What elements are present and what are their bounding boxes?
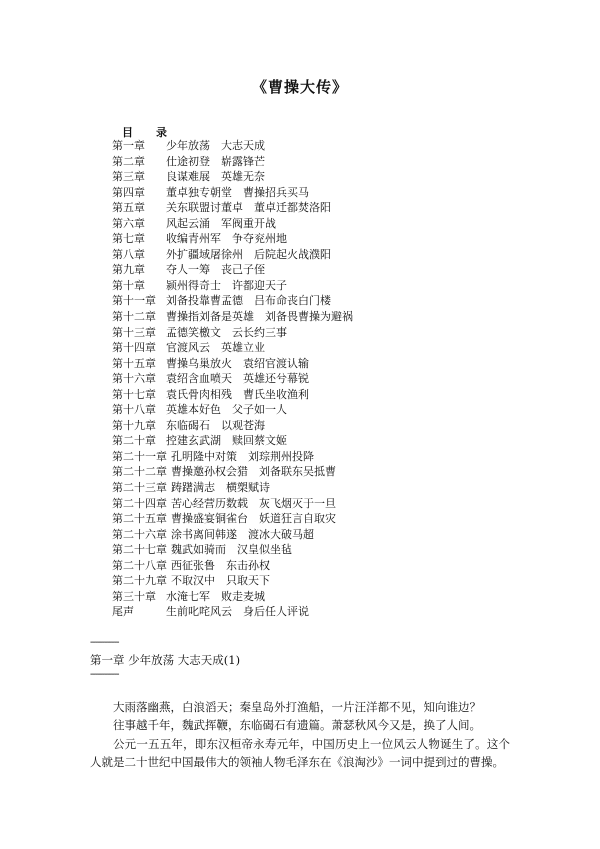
divider-bottom: ------------ — [90, 669, 119, 680]
toc-item[interactable] — [112, 169, 353, 185]
toc-item[interactable] — [112, 542, 353, 558]
toc-item[interactable] — [112, 309, 353, 325]
toc-item[interactable] — [112, 138, 353, 154]
toc-item[interactable] — [112, 325, 353, 341]
toc-item[interactable] — [112, 387, 353, 403]
toc-chapter-title: 东临碣石 以观苍海 — [166, 418, 265, 432]
body-paragraph: 往事越千年，魏武挥鞭，东临碣石有遗篇。萧瑟秋风今又是，换了人间。 — [113, 718, 481, 733]
toc-chapter-title: 曹操乌巢放火 袁绍官渡认输 — [166, 356, 309, 370]
divider-top: ------------ — [90, 637, 119, 648]
toc-chapter-number: 第五章 — [112, 201, 145, 215]
toc-chapter-title: 控建玄武湖 赎回蔡文姬 — [166, 434, 287, 448]
toc-chapter-number: 第二十九章 — [112, 574, 167, 588]
toc-item[interactable] — [112, 527, 353, 543]
toc-chapter-title: 颍州得奇士 许都迎天子 — [166, 278, 287, 292]
toc-item[interactable] — [112, 573, 353, 589]
toc-item[interactable] — [112, 496, 353, 512]
toc-chapter-title: 曹操指刘备是英雄 刘备畏曹操为避祸 — [166, 310, 353, 324]
toc-chapter-title: 踌躇满志 横槊赋诗 — [171, 481, 270, 495]
toc-item[interactable] — [112, 185, 353, 201]
toc-chapter-number: 第二十一章 — [112, 449, 167, 463]
toc-item[interactable] — [112, 371, 353, 387]
toc-chapter-number: 第四章 — [112, 185, 145, 199]
toc-chapter-number: 第二十六章 — [112, 527, 167, 541]
toc-item[interactable] — [112, 589, 353, 605]
toc-item[interactable] — [112, 231, 353, 247]
toc-heading: 目 录 — [122, 126, 173, 139]
toc-chapter-title: 袁绍含血喷天 英雄还兮幕锐 — [166, 372, 309, 386]
chapter-body — [90, 698, 510, 771]
toc-chapter-title: 生前叱咤风云 身后任人评说 — [166, 605, 309, 619]
toc-item[interactable] — [112, 464, 353, 480]
toc-chapter-number: 第八章 — [112, 247, 145, 261]
toc-item[interactable] — [112, 154, 353, 170]
toc-chapter-number: 第十二章 — [112, 310, 156, 324]
toc-chapter-number: 第十三章 — [112, 325, 156, 339]
toc-chapter-title: 夺人一筹 丧己子侄 — [166, 263, 265, 277]
toc-item[interactable] — [112, 449, 353, 465]
toc-chapter-title: 袁氏骨肉相残 曹氏坐收渔利 — [166, 387, 309, 401]
toc-chapter-number: 第十章 — [112, 278, 145, 292]
toc-chapter-number: 第十六章 — [112, 372, 156, 386]
toc-chapter-title: 刘备投靠曹孟德 吕布命丧白门楼 — [166, 294, 331, 308]
toc-chapter-title: 董卓独专朝堂 曹操招兵买马 — [166, 185, 309, 199]
toc-item[interactable] — [112, 511, 353, 527]
toc-chapter-number: 第十七章 — [112, 387, 156, 401]
toc-item[interactable] — [112, 480, 353, 496]
toc-chapter-number: 第十八章 — [112, 403, 156, 417]
toc-item[interactable] — [112, 402, 353, 418]
table-of-contents — [112, 138, 353, 620]
toc-item[interactable] — [112, 356, 353, 372]
toc-item[interactable] — [112, 340, 353, 356]
toc-chapter-number: 第二十五章 — [112, 512, 167, 526]
toc-item[interactable] — [112, 558, 353, 574]
toc-chapter-number: 第二十二章 — [112, 465, 167, 479]
toc-item[interactable] — [112, 433, 353, 449]
toc-item[interactable] — [112, 278, 353, 294]
toc-chapter-title: 不取汉中 只取天下 — [171, 574, 270, 588]
body-paragraph: 大雨落幽燕，白浪滔天；秦皇岛外打渔船，一片汪洋都不见，知向谁边？ — [113, 700, 481, 714]
toc-chapter-number: 第三十章 — [112, 589, 156, 603]
toc-chapter-title: 水淹七军 败走麦城 — [166, 589, 265, 603]
toc-chapter-number: 第二十三章 — [112, 481, 167, 495]
toc-chapter-number: 第三章 — [112, 170, 145, 184]
body-paragraph: 公元一五五年，即东汉桓帝永寿元年，中国历史上一位风云人物诞生了。这个人就是二十世纪中国最伟大的领袖人物毛泽东在《浪淘沙》一词中提到过的曹操。 — [90, 736, 510, 769]
toc-chapter-title: 涂书离间韩遂 渡冰大破马超 — [171, 527, 314, 541]
chapter-heading: 第一章 少年放荡 大志天成(1) — [90, 653, 241, 667]
toc-chapter-title: 官渡风云 英雄立业 — [166, 341, 265, 355]
toc-chapter-title: 孟德笑檄文 云长约三事 — [166, 325, 287, 339]
toc-item[interactable] — [112, 293, 353, 309]
toc-chapter-number: 第一章 — [112, 139, 145, 152]
toc-chapter-title: 英雄本好色 父子如一人 — [166, 403, 287, 417]
toc-chapter-title: 魏武如骑而 汉皇似坐毡 — [171, 543, 292, 557]
toc-chapter-title: 风起云涌 军阀重开战 — [166, 216, 276, 230]
toc-chapter-number: 第十五章 — [112, 356, 156, 370]
toc-chapter-title: 孔明隆中对策 刘琮荆州投降 — [171, 449, 314, 463]
toc-chapter-title: 仕途初登 崭露锋芒 — [166, 154, 265, 168]
toc-chapter-title: 关东联盟讨董卓 董卓迁都焚洛阳 — [166, 201, 331, 215]
toc-chapter-title: 曹操邀孙权会猎 刘备联东吴抵曹 — [171, 465, 336, 479]
toc-chapter-number: 第七章 — [112, 232, 145, 246]
toc-chapter-number: 第九章 — [112, 263, 145, 277]
toc-item[interactable] — [112, 200, 353, 216]
toc-chapter-number: 第二十八章 — [112, 558, 167, 572]
toc-chapter-title: 良谋难展 英雄无奈 — [166, 170, 265, 184]
toc-item[interactable] — [112, 262, 353, 278]
toc-chapter-number: 尾声 — [112, 605, 134, 619]
toc-chapter-title: 苦心经营历数载 灰飞烟灭于一旦 — [171, 496, 336, 510]
toc-chapter-number: 第十四章 — [112, 341, 156, 355]
book-title: 《曹操大传》 — [251, 78, 348, 96]
toc-chapter-title: 收编青州军 争夺兖州地 — [166, 232, 287, 246]
toc-chapter-number: 第六章 — [112, 216, 145, 230]
toc-chapter-number: 第二章 — [112, 154, 145, 168]
toc-item[interactable] — [112, 247, 353, 263]
toc-item[interactable] — [112, 216, 353, 232]
toc-chapter-title: 西征张鲁 东击孙权 — [171, 558, 270, 572]
toc-chapter-number: 第十九章 — [112, 418, 156, 432]
toc-chapter-number: 第十一章 — [112, 294, 156, 308]
toc-chapter-number: 第二十七章 — [112, 543, 167, 557]
toc-item[interactable] — [112, 418, 353, 434]
toc-chapter-title: 曹操盛宴铜雀台 妖道狂言自取灾 — [171, 512, 336, 526]
toc-chapter-title: 少年放荡 大志天成 — [166, 139, 265, 152]
toc-chapter-title: 外扩疆域屠徐州 后院起火战濮阳 — [166, 247, 331, 261]
toc-chapter-number: 第二十章 — [112, 434, 156, 448]
toc-chapter-number: 第二十四章 — [112, 496, 167, 510]
toc-item[interactable] — [112, 604, 353, 620]
